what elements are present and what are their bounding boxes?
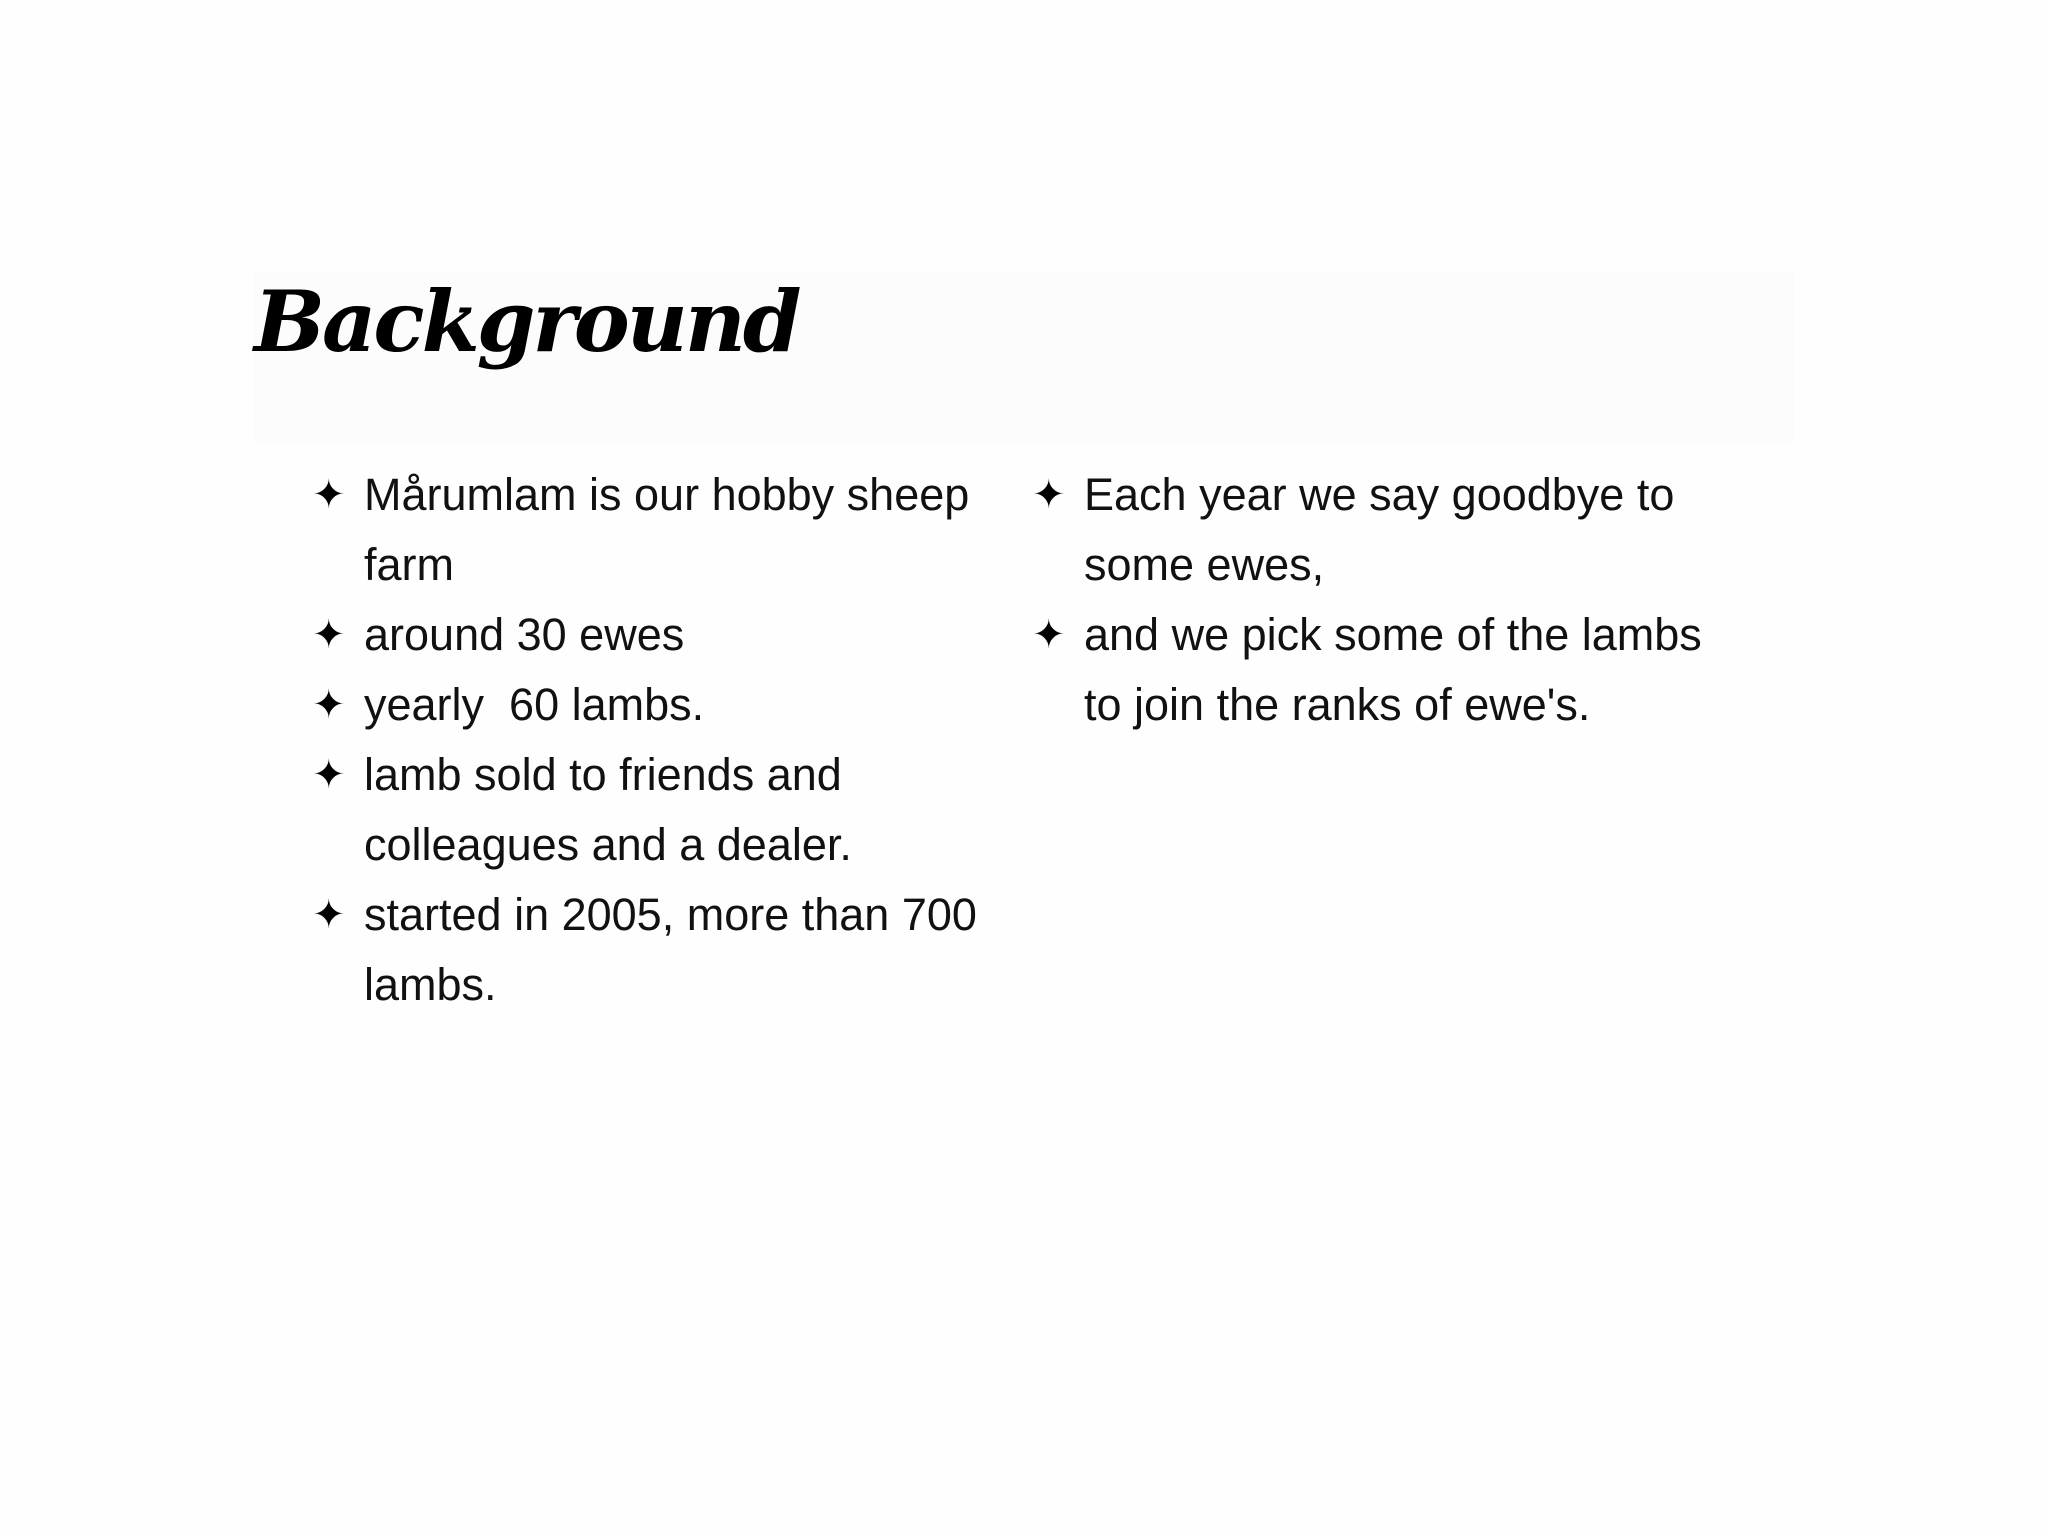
star-bullet-icon: ✦ — [312, 752, 346, 798]
list-item-text: started in 2005, more than 700 lambs. — [364, 889, 990, 1010]
left-bullet-list — [310, 460, 990, 1020]
star-bullet-icon: ✦ — [312, 682, 346, 728]
right-bullet-list — [1030, 460, 1715, 740]
list-item-text: lamb sold to friends and colleagues and a dealer. — [364, 749, 855, 870]
list-item — [310, 670, 990, 740]
list-item — [1030, 460, 1710, 600]
star-bullet-icon: ✦ — [312, 612, 346, 658]
list-item — [310, 880, 990, 1020]
star-bullet-icon: ✦ — [1032, 472, 1066, 518]
star-bullet-icon: ✦ — [312, 472, 346, 518]
list-item — [310, 600, 990, 670]
star-bullet-icon: ✦ — [312, 892, 346, 938]
list-item-text: yearly 60 lambs. — [364, 679, 705, 730]
list-item — [1030, 600, 1715, 740]
list-item — [310, 460, 990, 600]
list-item-text: Mårumlam is our hobby sheep farm — [364, 469, 982, 590]
star-bullet-icon: ✦ — [1032, 612, 1066, 658]
list-item-text: around 30 ewes — [364, 609, 685, 660]
slide-title: Background — [254, 272, 799, 371]
list-item — [310, 740, 990, 880]
list-item-text: Each year we say goodbye to some ewes, — [1084, 469, 1687, 590]
list-item-text: and we pick some of the lambs to join the ranks of ewe's. — [1084, 609, 1715, 730]
